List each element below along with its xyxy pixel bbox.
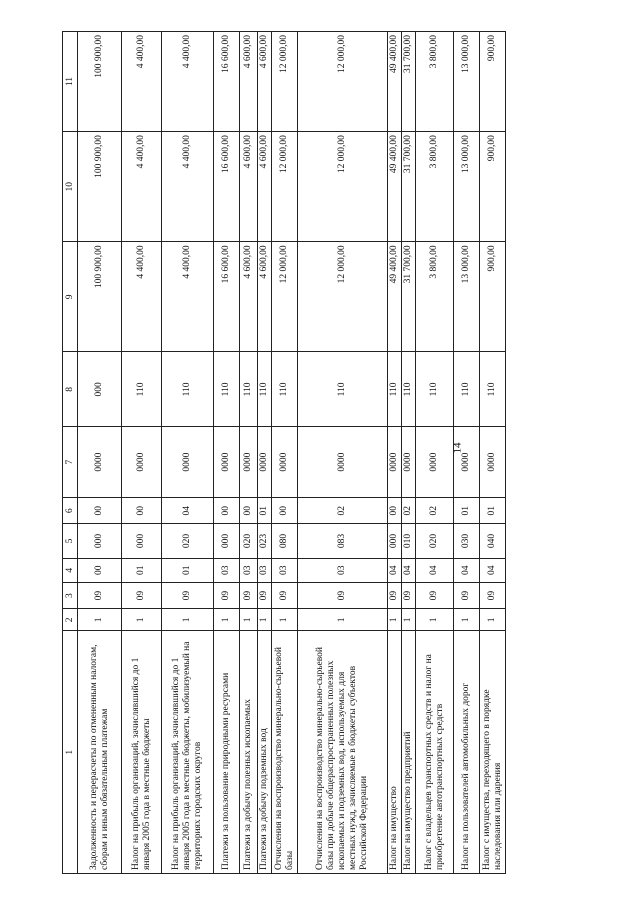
code-cell: 09 <box>388 582 402 608</box>
amount-cell: 49 400,00 <box>388 242 402 352</box>
code-cell: 0000 <box>480 427 506 498</box>
amount-cell: 13 000,00 <box>454 132 480 242</box>
code-cell: 00 <box>122 498 162 524</box>
code-cell: 110 <box>416 352 454 427</box>
income-name-cell: Налог на прибыль организаций, зачислявшийся до 1 января 2005 года в местные бюджеты <box>122 631 162 874</box>
code-cell: 0000 <box>454 427 480 498</box>
table-row <box>454 32 480 874</box>
code-cell: 1 <box>122 609 162 631</box>
amount-cell: 4 400,00 <box>122 242 162 352</box>
code-cell: 02 <box>416 498 454 524</box>
code-cell: 080 <box>272 524 298 558</box>
amount-cell: 100 900,00 <box>78 132 122 242</box>
code-cell: 0000 <box>272 427 298 498</box>
amount-cell: 12 000,00 <box>298 132 388 242</box>
income-name-cell: Платежи за пользование природными ресурсами <box>214 631 240 874</box>
amount-cell: 4 400,00 <box>162 132 214 242</box>
code-cell: 023 <box>258 524 272 558</box>
code-cell: 01 <box>454 498 480 524</box>
code-cell: 0000 <box>162 427 214 498</box>
code-cell: 1 <box>240 609 258 631</box>
income-name-cell: Налог с владельцев транспортных средств и налог на приобретение автотранспортных средств <box>416 631 454 874</box>
column-header: 11 <box>63 32 78 132</box>
code-cell: 09 <box>272 582 298 608</box>
column-header: 5 <box>63 524 78 558</box>
table-row <box>416 32 454 874</box>
code-cell: 03 <box>298 558 388 582</box>
code-cell: 000 <box>388 524 402 558</box>
table-row <box>298 32 388 874</box>
table-row <box>240 32 258 874</box>
code-cell: 09 <box>214 582 240 608</box>
code-cell: 110 <box>454 352 480 427</box>
code-cell: 00 <box>272 498 298 524</box>
code-cell: 1 <box>272 609 298 631</box>
code-cell: 02 <box>402 498 416 524</box>
amount-cell: 4 400,00 <box>122 132 162 242</box>
code-cell: 0000 <box>298 427 388 498</box>
code-cell: 04 <box>480 558 506 582</box>
code-cell: 1 <box>402 609 416 631</box>
code-cell: 09 <box>162 582 214 608</box>
code-cell: 0000 <box>388 427 402 498</box>
column-header: 3 <box>63 582 78 608</box>
code-cell: 1 <box>480 609 506 631</box>
table-row <box>122 32 162 874</box>
code-cell: 1 <box>388 609 402 631</box>
amount-cell: 900,00 <box>480 132 506 242</box>
amount-cell: 12 000,00 <box>272 32 298 132</box>
code-cell: 03 <box>272 558 298 582</box>
code-cell: 1 <box>258 609 272 631</box>
code-cell: 0000 <box>122 427 162 498</box>
column-header: 9 <box>63 242 78 352</box>
code-cell: 0000 <box>240 427 258 498</box>
amount-cell: 4 400,00 <box>122 32 162 132</box>
column-header: 6 <box>63 498 78 524</box>
code-cell: 1 <box>298 609 388 631</box>
amount-cell: 13 000,00 <box>454 242 480 352</box>
code-cell: 09 <box>78 582 122 608</box>
code-cell: 00 <box>214 498 240 524</box>
column-header: 4 <box>63 558 78 582</box>
code-cell: 00 <box>78 558 122 582</box>
amount-cell: 4 600,00 <box>258 132 272 242</box>
code-cell: 09 <box>480 582 506 608</box>
income-name-cell: Налог на имущество <box>388 631 402 874</box>
code-cell: 000 <box>214 524 240 558</box>
code-cell: 01 <box>480 498 506 524</box>
amount-cell: 4 600,00 <box>240 32 258 132</box>
code-cell: 110 <box>298 352 388 427</box>
code-cell: 01 <box>122 558 162 582</box>
page-number: 14 <box>451 442 464 454</box>
amount-cell: 4 600,00 <box>240 242 258 352</box>
income-name-cell: Налог на пользователей автомобильных дорог <box>454 631 480 874</box>
table-row <box>258 32 272 874</box>
amount-cell: 4 600,00 <box>258 242 272 352</box>
amount-cell: 3 800,00 <box>416 132 454 242</box>
code-cell: 020 <box>162 524 214 558</box>
code-cell: 1 <box>416 609 454 631</box>
amount-cell: 900,00 <box>480 242 506 352</box>
amount-cell: 4 400,00 <box>162 242 214 352</box>
amount-cell: 49 400,00 <box>388 132 402 242</box>
code-cell: 04 <box>454 558 480 582</box>
column-header: 2 <box>63 609 78 631</box>
table-row <box>388 32 402 874</box>
amount-cell: 16 600,00 <box>214 242 240 352</box>
code-cell: 000 <box>78 524 122 558</box>
code-cell: 010 <box>402 524 416 558</box>
column-header: 8 <box>63 352 78 427</box>
code-cell: 09 <box>402 582 416 608</box>
code-cell: 040 <box>480 524 506 558</box>
code-cell: 110 <box>272 352 298 427</box>
income-name-cell: Налог на имущество предприятий <box>402 631 416 874</box>
table-row <box>402 32 416 874</box>
code-cell: 000 <box>78 352 122 427</box>
code-cell: 020 <box>240 524 258 558</box>
code-cell: 1 <box>162 609 214 631</box>
code-cell: 0000 <box>402 427 416 498</box>
header-row <box>63 32 78 874</box>
code-cell: 000 <box>122 524 162 558</box>
table-row <box>214 32 240 874</box>
income-name-cell: Налог с имущества, переходящего в порядке наследования или дарения <box>480 631 506 874</box>
code-cell: 04 <box>416 558 454 582</box>
code-cell: 09 <box>240 582 258 608</box>
code-cell: 020 <box>416 524 454 558</box>
code-cell: 00 <box>388 498 402 524</box>
table-row <box>480 32 506 874</box>
code-cell: 0000 <box>214 427 240 498</box>
amount-cell: 12 000,00 <box>298 242 388 352</box>
code-cell: 09 <box>454 582 480 608</box>
income-name-cell: Отчисления на воспроизводство минерально-сырьевой базы при добыче общераспространенных полезных ископаемых и подземных вод, используемых для местных нужд, зачисляемые в бюджеты субъектов Российской Федерации <box>298 631 388 874</box>
code-cell: 0000 <box>78 427 122 498</box>
amount-cell: 16 600,00 <box>214 132 240 242</box>
code-cell: 09 <box>258 582 272 608</box>
code-cell: 03 <box>240 558 258 582</box>
column-header: 1 <box>63 631 78 874</box>
code-cell: 110 <box>162 352 214 427</box>
table-row <box>162 32 214 874</box>
income-name-cell: Платежи за добычу подземных вод <box>258 631 272 874</box>
code-cell: 110 <box>240 352 258 427</box>
budget-table <box>62 31 506 874</box>
code-cell: 030 <box>454 524 480 558</box>
code-cell: 0000 <box>258 427 272 498</box>
code-cell: 01 <box>162 558 214 582</box>
code-cell: 083 <box>298 524 388 558</box>
amount-cell: 3 800,00 <box>416 242 454 352</box>
amount-cell: 12 000,00 <box>272 242 298 352</box>
table-row <box>78 32 122 874</box>
amount-cell: 31 700,00 <box>402 32 416 132</box>
code-cell: 110 <box>122 352 162 427</box>
code-cell: 02 <box>298 498 388 524</box>
code-cell: 00 <box>240 498 258 524</box>
amount-cell: 900,00 <box>480 32 506 132</box>
column-header: 7 <box>63 427 78 498</box>
amount-cell: 4 600,00 <box>258 32 272 132</box>
column-header: 10 <box>63 132 78 242</box>
code-cell: 09 <box>298 582 388 608</box>
amount-cell: 100 900,00 <box>78 242 122 352</box>
amount-cell: 31 700,00 <box>402 242 416 352</box>
code-cell: 09 <box>416 582 454 608</box>
amount-cell: 4 400,00 <box>162 32 214 132</box>
code-cell: 03 <box>214 558 240 582</box>
income-name-cell: Отчисления на воспроизводство минерально-сырьевой базы <box>272 631 298 874</box>
code-cell: 04 <box>388 558 402 582</box>
code-cell: 04 <box>402 558 416 582</box>
code-cell: 00 <box>78 498 122 524</box>
code-cell: 1 <box>454 609 480 631</box>
income-name-cell: Задолженность и перерасчеты по отмененным налогам, сборам и иным обязательным платежам <box>78 631 122 874</box>
amount-cell: 13 000,00 <box>454 32 480 132</box>
amount-cell: 4 600,00 <box>240 132 258 242</box>
code-cell: 0000 <box>416 427 454 498</box>
code-cell: 09 <box>122 582 162 608</box>
code-cell: 110 <box>258 352 272 427</box>
table-row <box>272 32 298 874</box>
amount-cell: 49 400,00 <box>388 32 402 132</box>
code-cell: 1 <box>214 609 240 631</box>
code-cell: 110 <box>388 352 402 427</box>
code-cell: 03 <box>258 558 272 582</box>
amount-cell: 3 800,00 <box>416 32 454 132</box>
code-cell: 110 <box>480 352 506 427</box>
code-cell: 1 <box>78 609 122 631</box>
amount-cell: 12 000,00 <box>272 132 298 242</box>
amount-cell: 100 900,00 <box>78 32 122 132</box>
rotated-table-area <box>62 31 503 874</box>
income-name-cell: Платежи за добычу полезных ископаемых <box>240 631 258 874</box>
amount-cell: 16 600,00 <box>214 32 240 132</box>
amount-cell: 31 700,00 <box>402 132 416 242</box>
code-cell: 110 <box>402 352 416 427</box>
income-name-cell: Налог на прибыль организаций, зачислявшийся до 1 января 2005 года в местные бюджеты, мобилизуемый на территориях городских округов <box>162 631 214 874</box>
code-cell: 01 <box>258 498 272 524</box>
code-cell: 04 <box>162 498 214 524</box>
code-cell: 110 <box>214 352 240 427</box>
amount-cell: 12 000,00 <box>298 32 388 132</box>
